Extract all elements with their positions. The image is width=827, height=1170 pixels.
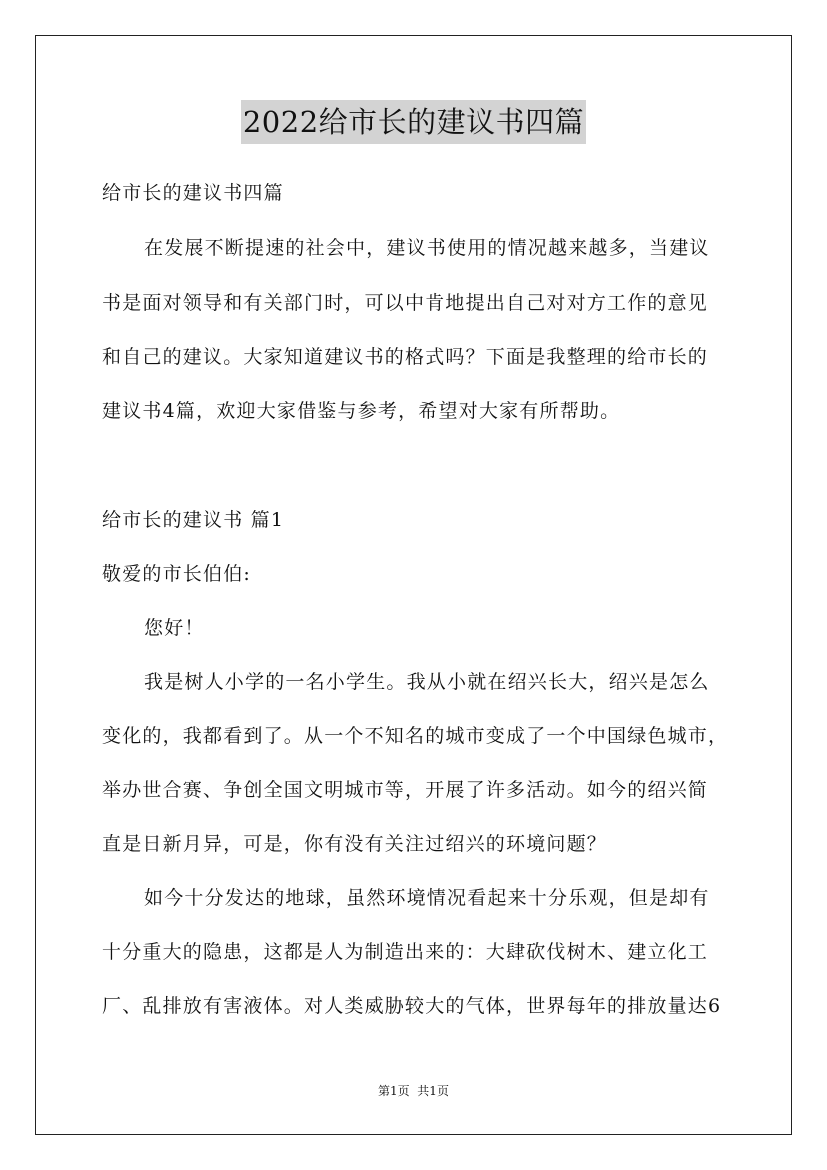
paragraph2-line-2: 十分重大的隐患，这都是人为制造出来的：大肆砍伐树木、建立化工 xyxy=(102,941,709,963)
page-footer: 第1页 共1页 xyxy=(378,1084,449,1098)
paragraph1-line-2: 变化的，我都看到了。从一个不知名的城市变成了一个中国绿色城市， xyxy=(102,725,729,747)
intro-line-3: 和自己的建议。大家知道建议书的格式吗？下面是我整理的给市长的 xyxy=(102,346,709,368)
paragraph1-line-1: 我是树人小学的一名小学生。我从小就在绍兴长大，绍兴是怎么 xyxy=(144,671,710,693)
greeting: 您好！ xyxy=(144,617,205,639)
intro-line-2: 书是面对领导和有关部门时，可以中肯地提出自己对对方工作的意见 xyxy=(102,292,709,314)
paragraph2-line-1: 如今十分发达的地球，虽然环境情况看起来十分乐观，但是却有 xyxy=(144,887,710,909)
document-title: 2022给市长的建议书四篇 xyxy=(241,100,586,144)
title-container xyxy=(0,100,827,144)
intro-line-4: 建议书4篇，欢迎大家借鉴与参考，希望对大家有所帮助。 xyxy=(102,400,621,422)
intro-line-1: 在发展不断提速的社会中，建议书使用的情况越来越多，当建议 xyxy=(144,237,710,259)
salutation: 敬爱的市长伯伯: xyxy=(102,563,252,585)
section-heading: 给市长的建议书 篇1 xyxy=(102,509,285,531)
paragraph1-line-4: 直是日新月异，可是，你有没有关注过绍兴的环境问题？ xyxy=(102,833,608,855)
paragraph1-line-3: 举办世合赛、争创全国文明城市等，开展了许多活动。如今的绍兴简 xyxy=(102,779,709,801)
paragraph2-line-3: 厂、乱排放有害液体。对人类威胁较大的气体，世界每年的排放量达6 xyxy=(102,995,722,1017)
document-subtitle: 给市长的建议书四篇 xyxy=(102,182,284,204)
